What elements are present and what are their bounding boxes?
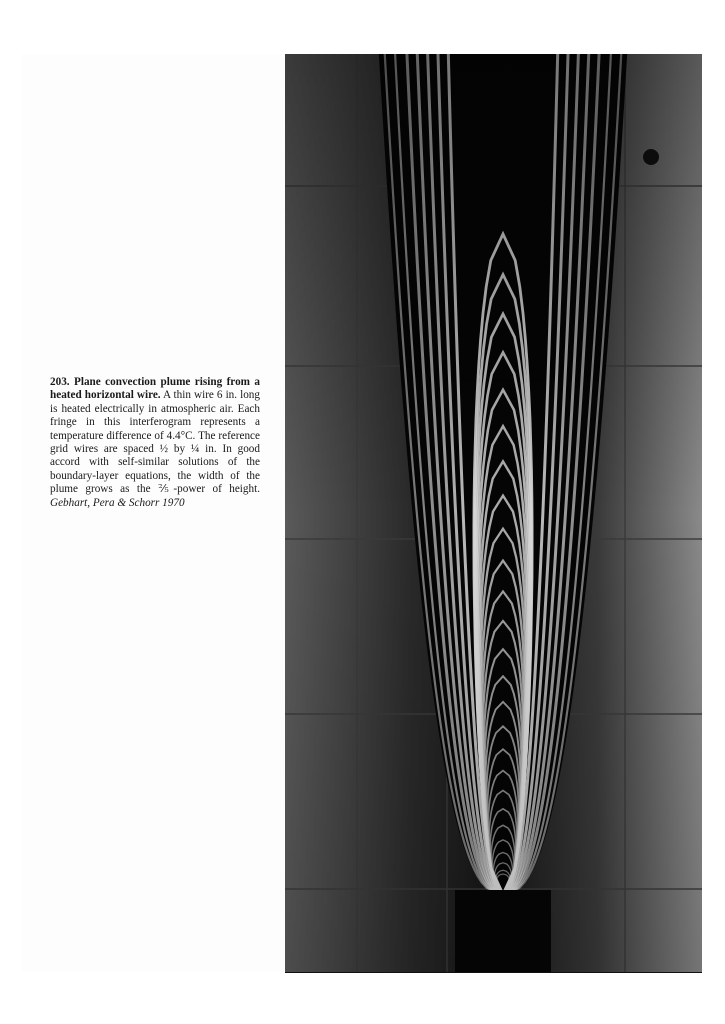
caption-body: A thin wire 6 in. long is heated electrically in atmospheric air. Each fringe in this interferogram represents a temperature difference of 4.4°C. The reference grid wires are spaced ½ by ¼ in. In good accord with self-similar solutions of the boundary-layer equations, the width of the plume grows as the ⅖-power of height. [50,389,260,496]
interferogram-photo [285,54,702,973]
caption-credit: Gebhart, Pera & Schorr 1970 [50,496,185,509]
caption-title: Plane convection plume rising from a heated horizontal wire. [50,376,261,402]
page-margin-panel [22,54,290,972]
photo-vignette [285,54,702,972]
caption-figure-number: 203. [50,376,70,388]
interferogram-image [285,54,702,972]
figure-caption [50,376,260,510]
